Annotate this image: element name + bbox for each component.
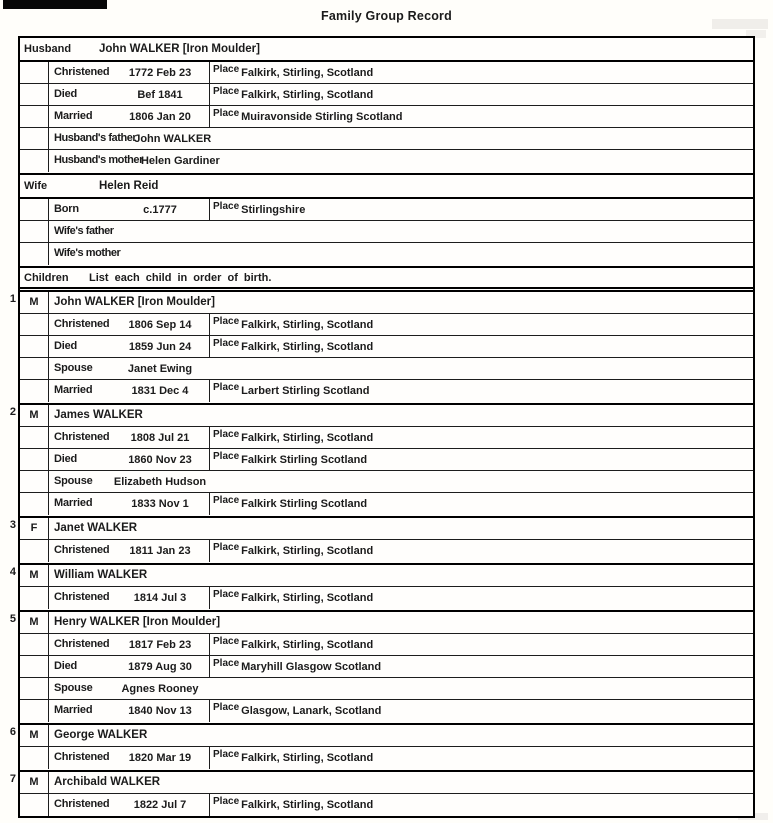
place-cell xyxy=(209,540,753,562)
field-value: Bef 1841 xyxy=(137,89,183,101)
place-label: Place xyxy=(213,429,240,440)
child-name: William WALKER xyxy=(54,569,148,581)
place-cell xyxy=(209,62,753,83)
wife-header-row xyxy=(20,175,753,199)
field-label: Christened xyxy=(54,431,110,443)
indent-cell xyxy=(20,540,49,562)
table-row xyxy=(20,634,753,656)
place-cell xyxy=(209,493,753,515)
child-section xyxy=(9,403,753,515)
scan-artifact-bar xyxy=(3,0,107,9)
child-name: George WALKER xyxy=(54,729,148,741)
place-cell xyxy=(209,794,753,816)
sex-indicator: M xyxy=(20,292,49,313)
child-name-row xyxy=(20,772,753,794)
table-row xyxy=(20,221,753,243)
indent-cell xyxy=(20,221,49,242)
family-group-record-form xyxy=(9,36,755,818)
place-value: Falkirk, Stirling, Scotland xyxy=(241,432,374,444)
field-value: 1822 Jul 7 xyxy=(133,799,187,811)
field-label: Spouse xyxy=(54,682,93,694)
husband-section xyxy=(20,38,753,172)
indent-cell xyxy=(20,199,49,220)
place-cell xyxy=(209,747,753,769)
sex-indicator: M xyxy=(20,405,49,426)
table-row xyxy=(20,471,753,493)
place-cell xyxy=(209,634,753,655)
indent-cell xyxy=(20,243,49,265)
field-value: Elizabeth Hudson xyxy=(113,476,207,488)
husband-header-row xyxy=(20,38,753,62)
sex-indicator: M xyxy=(20,565,49,586)
indent-cell xyxy=(20,449,49,470)
place-cell xyxy=(209,380,753,402)
indent-cell xyxy=(20,128,49,149)
table-row xyxy=(20,150,753,172)
place-value: Stirlingshire xyxy=(241,204,306,216)
indent-cell xyxy=(20,380,49,402)
child-name-row xyxy=(20,725,753,747)
indent-cell xyxy=(20,678,49,699)
field-label: Married xyxy=(54,384,93,396)
table-row xyxy=(20,358,753,380)
field-value: 1814 Jul 3 xyxy=(133,592,187,604)
indent-cell xyxy=(20,656,49,677)
page-title: Family Group Record xyxy=(321,9,452,23)
place-label: Place xyxy=(213,201,240,212)
indent-cell xyxy=(20,358,49,379)
child-number: 1 xyxy=(9,293,16,305)
table-row xyxy=(20,678,753,700)
table-row xyxy=(20,336,753,358)
place-cell xyxy=(209,656,753,677)
table-row xyxy=(20,449,753,471)
field-label: Died xyxy=(54,340,78,352)
indent-cell xyxy=(20,84,49,105)
field-value: Agnes Rooney xyxy=(121,683,199,695)
table-row xyxy=(20,128,753,150)
place-value: Falkirk, Stirling, Scotland xyxy=(241,67,374,79)
table-row xyxy=(20,427,753,449)
table-row xyxy=(20,84,753,106)
field-value: 1820 Mar 19 xyxy=(128,752,192,764)
indent-cell xyxy=(20,747,49,769)
field-label: Spouse xyxy=(54,475,93,487)
table-row xyxy=(20,243,753,265)
indent-cell xyxy=(20,62,49,83)
place-value: Falkirk, Stirling, Scotland xyxy=(241,545,374,557)
child-section xyxy=(9,723,753,769)
child-name-row xyxy=(20,565,753,587)
field-label: Christened xyxy=(54,544,110,556)
child-section xyxy=(9,770,753,816)
place-cell xyxy=(209,449,753,470)
field-value: 1860 Nov 23 xyxy=(128,454,192,466)
place-label: Place xyxy=(213,796,240,807)
field-label: Christened xyxy=(54,751,110,763)
table-row xyxy=(20,314,753,336)
table-row xyxy=(20,794,753,816)
child-number: 7 xyxy=(9,773,16,785)
child-section xyxy=(9,290,753,402)
husband-name: John WALKER [Iron Moulder] xyxy=(99,43,260,55)
indent-cell xyxy=(20,794,49,816)
place-value: Falkirk, Stirling, Scotland xyxy=(241,639,374,651)
field-label: Husband's mother xyxy=(54,154,143,166)
place-value: Falkirk, Stirling, Scotland xyxy=(241,89,374,101)
child-name-row xyxy=(20,518,753,540)
field-value: 1772 Feb 23 xyxy=(128,67,192,79)
place-label: Place xyxy=(213,451,240,462)
field-label: Spouse xyxy=(54,362,93,374)
indent-cell xyxy=(20,587,49,609)
table-row xyxy=(20,493,753,515)
field-label: Wife's mother xyxy=(54,247,121,259)
field-label: Married xyxy=(54,497,93,509)
place-label: Place xyxy=(213,636,240,647)
sex-indicator: M xyxy=(20,612,49,633)
field-value: 1806 Sep 14 xyxy=(128,319,192,331)
children-note: List each child in order of birth. xyxy=(89,271,272,284)
sex-indicator: M xyxy=(20,772,49,793)
field-label: Christened xyxy=(54,591,110,603)
field-value: 1840 Nov 13 xyxy=(128,705,192,717)
wife-section xyxy=(20,173,753,265)
place-value: Falkirk, Stirling, Scotland xyxy=(241,752,374,764)
table-row xyxy=(20,747,753,769)
place-cell xyxy=(209,106,753,127)
child-name-row xyxy=(20,612,753,634)
place-label: Place xyxy=(213,658,240,669)
indent-cell xyxy=(20,700,49,722)
place-value: Glasgow, Lanark, Scotland xyxy=(241,705,382,717)
table-row xyxy=(20,587,753,609)
place-value: Falkirk Stirling Scotland xyxy=(241,498,368,510)
child-number: 6 xyxy=(9,726,16,738)
wife-section-label: Wife xyxy=(24,180,48,192)
table-row xyxy=(20,540,753,562)
place-label: Place xyxy=(213,338,240,349)
place-cell xyxy=(209,84,753,105)
place-label: Place xyxy=(213,108,240,119)
wife-name: Helen Reid xyxy=(99,180,159,192)
child-name: James WALKER xyxy=(54,409,143,421)
field-value: 1808 Jul 21 xyxy=(130,432,190,444)
field-value: 1806 Jan 20 xyxy=(129,111,191,123)
field-value: 1859 Jun 24 xyxy=(128,341,192,353)
place-cell xyxy=(209,199,753,220)
table-row xyxy=(20,106,753,128)
place-label: Place xyxy=(213,86,240,97)
place-value: Falkirk, Stirling, Scotland xyxy=(241,341,374,353)
field-label: Christened xyxy=(54,798,110,810)
child-number: 5 xyxy=(9,613,16,625)
sex-indicator: M xyxy=(20,725,49,746)
indent-cell xyxy=(20,336,49,357)
place-label: Place xyxy=(213,382,240,393)
child-number: 4 xyxy=(9,566,16,578)
field-value: c.1777 xyxy=(143,204,177,216)
place-value: Falkirk Stirling Scotland xyxy=(241,454,368,466)
indent-cell xyxy=(20,427,49,448)
place-value: Larbert Stirling Scotland xyxy=(241,385,370,397)
field-value: 1817 Feb 23 xyxy=(128,639,192,651)
table-row xyxy=(20,380,753,402)
field-label: Married xyxy=(54,704,93,716)
child-section xyxy=(9,610,753,722)
table-row xyxy=(20,700,753,722)
children-header-row xyxy=(20,266,753,289)
indent-cell xyxy=(20,314,49,335)
field-label: Died xyxy=(54,88,78,100)
place-label: Place xyxy=(213,316,240,327)
indent-cell xyxy=(20,150,49,172)
field-value: John WALKER xyxy=(134,133,212,145)
child-name: John WALKER [Iron Moulder] xyxy=(54,296,215,308)
field-label: Christened xyxy=(54,66,110,78)
child-name-row xyxy=(20,405,753,427)
place-label: Place xyxy=(213,589,240,600)
field-value: 1879 Aug 30 xyxy=(128,661,192,673)
child-section xyxy=(9,516,753,562)
place-cell xyxy=(209,427,753,448)
indent-cell xyxy=(20,471,49,492)
field-value: 1831 Dec 4 xyxy=(131,385,189,397)
field-label: Husband's father xyxy=(54,132,137,144)
field-label: Christened xyxy=(54,638,110,650)
place-value: Maryhill Glasgow Scotland xyxy=(241,661,382,673)
children-section-label: Children xyxy=(24,271,69,284)
table-row xyxy=(20,199,753,221)
child-name-row xyxy=(20,292,753,314)
child-name: Henry WALKER [Iron Moulder] xyxy=(54,616,221,628)
child-number: 3 xyxy=(9,519,16,531)
indent-cell xyxy=(20,106,49,127)
child-number: 2 xyxy=(9,406,16,418)
place-cell xyxy=(209,700,753,722)
field-label: Married xyxy=(54,110,93,122)
field-label: Wife's father xyxy=(54,225,114,237)
child-name: Archibald WALKER xyxy=(54,776,161,788)
table-row xyxy=(20,656,753,678)
place-value: Muiravonside Stirling Scotland xyxy=(241,111,403,123)
place-label: Place xyxy=(213,495,240,506)
place-label: Place xyxy=(213,749,240,760)
field-label: Christened xyxy=(54,318,110,330)
place-label: Place xyxy=(213,542,240,553)
husband-section-label: Husband xyxy=(24,43,72,55)
field-value: Helen Gardiner xyxy=(140,155,220,167)
field-value: 1833 Nov 1 xyxy=(131,498,189,510)
table-row xyxy=(20,62,753,84)
place-cell xyxy=(209,314,753,335)
place-cell xyxy=(209,587,753,609)
field-label: Died xyxy=(54,453,78,465)
field-label: Born xyxy=(54,203,79,215)
child-section xyxy=(9,563,753,609)
field-value: 1811 Jan 23 xyxy=(129,545,191,557)
place-label: Place xyxy=(213,702,240,713)
child-name: Janet WALKER xyxy=(54,522,138,534)
indent-cell xyxy=(20,634,49,655)
place-value: Falkirk, Stirling, Scotland xyxy=(241,799,374,811)
place-label: Place xyxy=(213,64,240,75)
field-value: Janet Ewing xyxy=(127,363,193,375)
place-cell xyxy=(209,336,753,357)
place-value: Falkirk, Stirling, Scotland xyxy=(241,592,374,604)
place-value: Falkirk, Stirling, Scotland xyxy=(241,319,374,331)
sex-indicator: F xyxy=(20,518,49,539)
indent-cell xyxy=(20,493,49,515)
field-label: Died xyxy=(54,660,78,672)
